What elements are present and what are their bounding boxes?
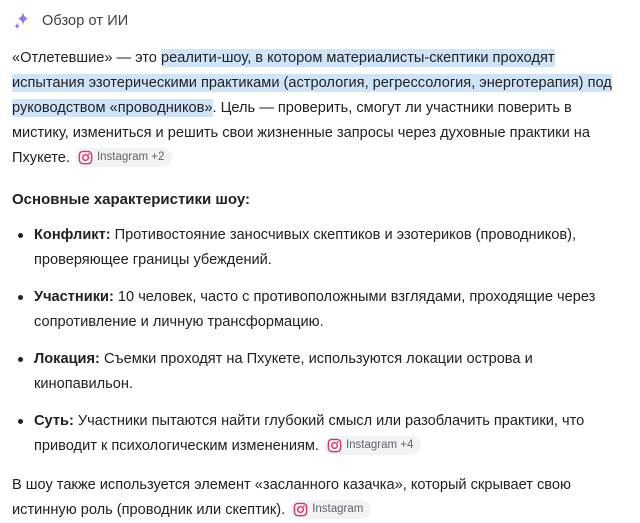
outro-text: В шоу также используется элемент «засланного казачка», который скрывает свою истинную роль (проводник или скептик). [12,477,571,518]
instagram-icon [293,502,308,517]
instagram-icon [327,438,342,453]
section-title: Основные характеристики шоу: [12,191,251,208]
list-item [12,409,628,459]
intro-text-before: «Отлетевшие» — это [12,50,161,66]
feature-term: Участники: [34,289,114,305]
ai-overview-title: Обзор от ИИ [42,13,129,29]
list-item [12,223,628,273]
ai-overview-header [12,10,628,32]
source-chip-feature[interactable] [324,436,421,455]
feature-term: Конфликт: [34,227,111,243]
feature-text: Участники пытаются найти глубокий смысл или разоблачить практики, что приводит к психологическим изменениям. [34,413,585,454]
source-chip-label: Instagram [312,502,364,515]
source-chip-label: Instagram +2 [96,150,165,163]
source-chip-label: Instagram +4 [345,438,414,451]
intro-text-after: . Цель — проверить, смогут ли участники поверить в мистику, измениться и решить свои жизненные запросы через духовные практики на Пхукете. [12,100,590,166]
list-item [12,347,628,397]
feature-text: 10 человек, часто с противоположными взглядами, проходящие через сопротивление и личную трансформацию. [34,289,596,330]
feature-term: Локация: [34,351,100,367]
feature-term: Суть: [34,413,74,429]
source-chip-intro[interactable] [75,148,172,167]
intro-paragraph [12,46,628,171]
instagram-icon [78,150,93,165]
features-list [12,223,628,459]
intro-highlighted-text: реалити-шоу, в котором материалисты-скептики проходят испытания эзотерическими практиками (астрология, регрессология, энерготерапия) под руководством «проводников» [12,50,612,116]
source-chip-outro[interactable] [290,500,371,519]
ai-sparkle-icon [12,10,34,32]
feature-text: Съемки проходят на Пхукете, используются локации острова и кинопавильон. [34,351,533,392]
list-item [12,285,628,335]
feature-text: Противостояние заносчивых скептиков и эзотериков (проводников), проверяющее границы убеждений. [34,227,577,268]
outro-paragraph [12,473,628,523]
